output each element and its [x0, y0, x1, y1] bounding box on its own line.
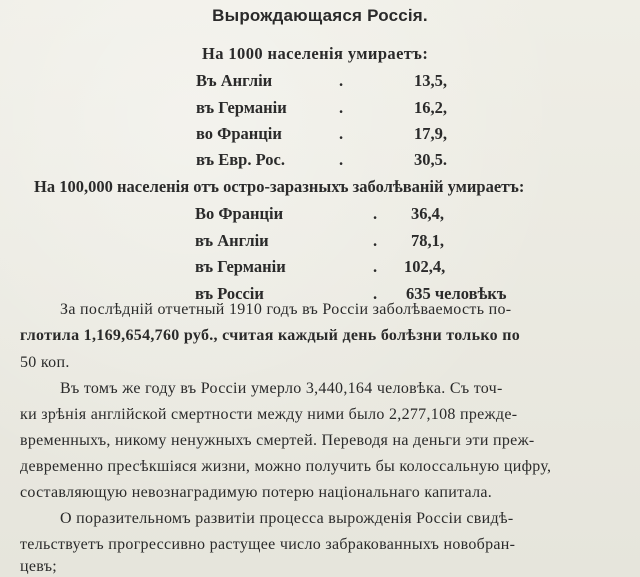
paragraph-line: цевъ;	[20, 558, 58, 575]
page-title: Вырождающаяся Россія.	[212, 6, 428, 25]
country-label: въ Евр. Рос.	[196, 150, 285, 169]
paragraph-line: временныхъ, никому ненужныхъ смертей. Переводя на деньги эти преж-	[20, 432, 535, 449]
paragraph-line: составляющую невознаградимую потерю національнаго капитала.	[20, 484, 493, 501]
country-label: въ Россіи	[195, 284, 264, 303]
rate-value: 16,2,	[414, 98, 447, 117]
leader-dots: .	[339, 71, 344, 90]
paragraph-line: Въ томъ же году въ Россіи умерло 3,440,164 человѣка. Съ точ-	[60, 380, 503, 397]
paragraph-line: За послѣдній отчетный 1910 годъ въ Россіи заболѣваемость по-	[60, 301, 512, 318]
section2-heading: На 100,000 населенія отъ остро-заразныхъ заболѣваній умираетъ:	[34, 177, 525, 196]
paragraph-line: глотила 1,169,654,760 руб., считая каждый день болѣзни только по	[20, 327, 521, 344]
leader-dots: .	[373, 231, 378, 250]
paragraph-line: О поразительномъ развитіи процесса вырожденія Россіи свидѣ-	[60, 510, 514, 527]
section1-heading: На 1000 населенія умираетъ:	[202, 44, 429, 63]
leader-dots: .	[339, 124, 344, 143]
paragraph-line: тельствуетъ прогрессивно растущее число забракованныхъ новобран-	[20, 536, 516, 553]
leader-dots: .	[339, 98, 344, 117]
leader-dots: .	[339, 150, 344, 169]
paragraph-line: девременно пресѣкшіяся жизни, можно получить бы колоссальную цифру,	[20, 458, 552, 475]
leader-dots: .	[373, 284, 378, 303]
rate-value: 36,4,	[411, 204, 444, 223]
rate-value: 102,4,	[404, 257, 446, 276]
leader-dots: .	[373, 257, 378, 276]
leader-dots: .	[373, 204, 378, 223]
country-label: Въ Англіи	[196, 71, 273, 90]
country-label: во Франціи	[196, 124, 282, 143]
country-label: въ Германіи	[195, 257, 286, 276]
rate-value: 30,5.	[414, 150, 447, 169]
paragraph-line: ки зрѣнія англійской смертности между ними было 2,277,108 прежде-	[20, 406, 518, 423]
country-label: въ Германіи	[196, 98, 287, 117]
rate-value: 635 человѣкъ	[406, 284, 507, 303]
rate-value: 17,9,	[414, 124, 447, 143]
paragraph-line: 50 коп.	[20, 354, 70, 371]
rate-value: 78,1,	[411, 231, 444, 250]
rate-value: 13,5,	[414, 71, 447, 90]
country-label: въ Англіи	[195, 231, 269, 250]
country-label: Во Франціи	[195, 204, 284, 223]
